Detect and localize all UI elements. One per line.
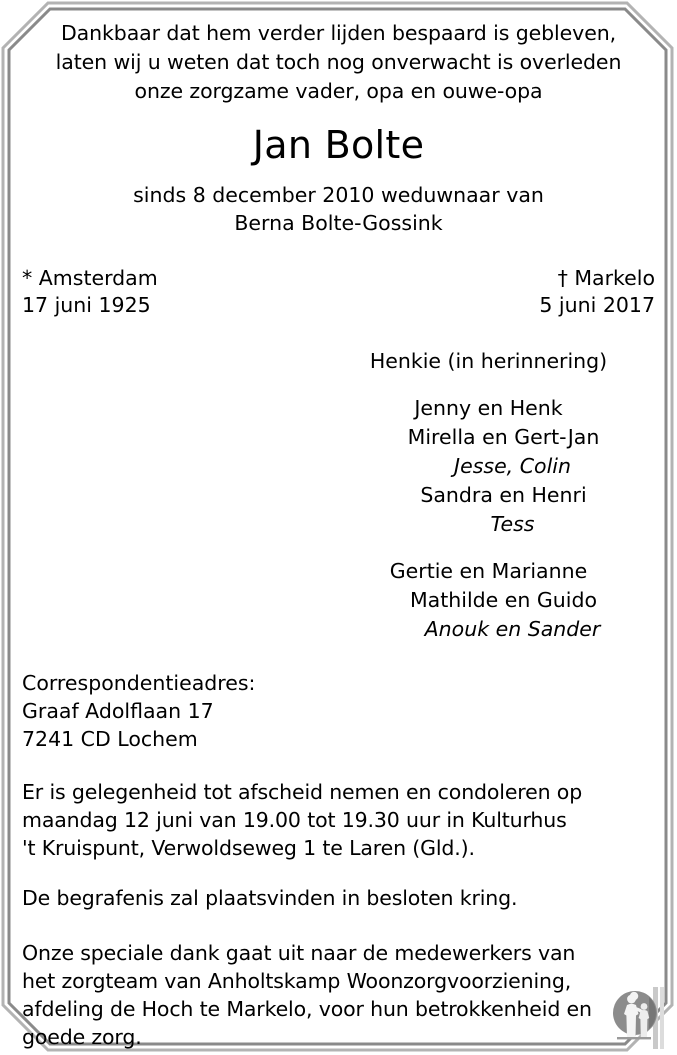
death-date: 5 juni 2017 — [539, 293, 655, 317]
condolence-line-2: maandag 12 juni van 19.00 tot 19.30 uur in Kulturhus — [22, 808, 567, 832]
thanks-paragraph — [22, 939, 655, 1051]
correspondence-city: 7241 CD Lochem — [22, 727, 198, 751]
widower-line-1: sinds 8 december 2010 weduwnaar van — [133, 183, 544, 207]
condolence-line-1: Er is gelegenheid tot afscheid nemen en condoleren op — [22, 780, 583, 804]
correspondence-address — [22, 669, 655, 753]
birth-date: 17 juni 1925 — [22, 293, 151, 317]
family-member: Sandra en Henri — [420, 483, 587, 507]
correspondence-label: Correspondentieadres: — [22, 671, 256, 695]
thanks-line-2: het zorgteam van Anholtskamp Woonzorgvoorziening, — [22, 969, 572, 993]
condolence-line-3: 't Kruispunt, Verwoldseweg 1 te Laren (Gld.). — [22, 836, 475, 860]
family-member: Henkie (in herinnering) — [369, 349, 608, 373]
burial-line-1: De begrafenis zal plaatsvinden in besloten kring. — [22, 886, 518, 910]
family-group — [322, 394, 655, 539]
condolence-paragraph — [22, 778, 655, 862]
death-place: † Markelo — [557, 266, 655, 290]
life-dates-row — [22, 265, 655, 319]
family-member: Gertie en Marianne — [389, 559, 588, 583]
family-member: Tess — [490, 512, 535, 536]
family-member: Mirella en Gert-Jan — [407, 425, 600, 449]
family-group — [322, 347, 655, 376]
deceased-name: Jan Bolte — [252, 123, 425, 167]
intro-text — [22, 0, 655, 106]
burial-paragraph — [22, 884, 655, 912]
correspondence-street: Graaf Adolflaan 17 — [22, 699, 214, 723]
widower-text — [22, 181, 655, 237]
thanks-line-4: goede zorg. — [22, 1025, 142, 1049]
two-figures-circle-logo-icon — [609, 987, 667, 1049]
intro-line-2: laten wij u weten dat toch nog onverwacht is overleden — [55, 50, 622, 74]
death-info — [539, 265, 655, 319]
intro-line-1: Dankbaar dat hem verder lijden bespaard is gebleven, — [60, 21, 617, 45]
widower-line-2: Berna Bolte-Gossink — [234, 211, 443, 235]
thanks-line-3: afdeling de Hoch te Markelo, voor hun betrokkenheid en — [22, 997, 592, 1021]
birth-info — [22, 265, 158, 319]
family-member: Anouk en Sander — [424, 617, 601, 641]
thanks-line-1: Onze speciale dank gaat uit naar de medewerkers van — [22, 941, 576, 965]
family-member: Jesse, Colin — [454, 454, 571, 478]
family-group — [322, 557, 655, 644]
birth-place: * Amsterdam — [22, 266, 158, 290]
family-survivors-list — [22, 347, 655, 644]
intro-line-3: onze zorgzame vader, opa en ouwe-opa — [134, 79, 543, 103]
family-member: Jenny en Henk — [414, 396, 563, 420]
family-member: Mathilde en Guido — [409, 588, 598, 612]
